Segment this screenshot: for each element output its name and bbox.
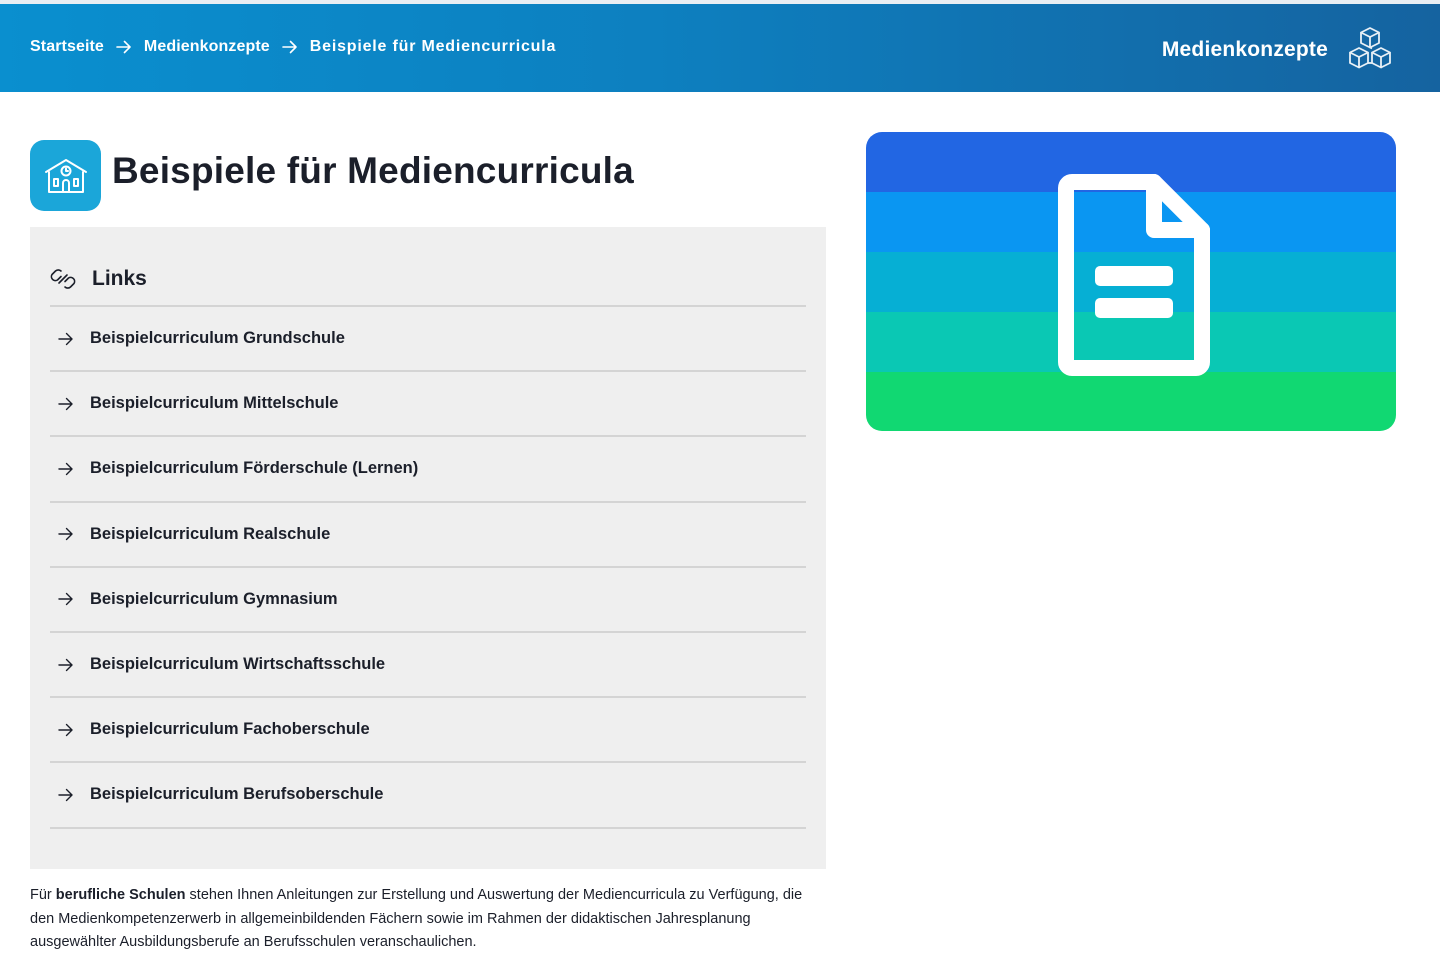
school-building-icon xyxy=(42,156,90,196)
link-label[interactable]: Beispielcurriculum Mittelschule xyxy=(90,394,339,413)
link-label[interactable]: Beispielcurriculum Förderschule (Lernen) xyxy=(90,459,419,478)
link-label[interactable]: Beispielcurriculum Berufsoberschule xyxy=(90,785,384,804)
arrow-right-icon xyxy=(116,40,132,54)
arrow-right-icon xyxy=(58,527,74,541)
breadcrumb-parent-link[interactable]: Medienkonzepte xyxy=(143,38,270,55)
link-item[interactable] xyxy=(50,568,806,633)
link-list xyxy=(50,307,806,829)
footnote-prefix: Für xyxy=(30,887,56,903)
link-label[interactable]: Beispielcurriculum Realschule xyxy=(90,524,331,543)
breadcrumb-home-link[interactable]: Startseite xyxy=(30,38,104,55)
link-label[interactable]: Beispielcurriculum Wirtschaftsschule xyxy=(90,655,386,674)
breadcrumb xyxy=(30,38,556,56)
link-label[interactable]: Beispielcurriculum Grundschule xyxy=(90,329,345,348)
site-header xyxy=(0,0,1440,92)
arrow-right-icon xyxy=(58,332,74,346)
arrow-right-icon xyxy=(58,788,74,802)
title-icon-tile xyxy=(30,140,101,211)
arrow-right-icon xyxy=(282,40,298,54)
hero-band xyxy=(866,372,1396,431)
link-item[interactable] xyxy=(50,437,806,502)
arrow-right-icon xyxy=(58,397,74,411)
link-item[interactable] xyxy=(50,763,806,828)
chain-link-icon xyxy=(50,269,76,289)
arrow-right-icon xyxy=(58,723,74,737)
document-icon xyxy=(1056,172,1212,378)
link-item[interactable] xyxy=(50,307,806,372)
cubes-icon xyxy=(1344,26,1396,74)
footnote-bold: berufliche Schulen xyxy=(55,887,186,903)
arrow-right-icon xyxy=(58,462,74,476)
arrow-right-icon xyxy=(58,658,74,672)
brand[interactable] xyxy=(1162,26,1396,74)
arrow-right-icon xyxy=(58,592,74,606)
breadcrumb-current: Beispiele für Mediencurricula xyxy=(309,38,557,55)
hero-image xyxy=(866,132,1396,431)
links-panel xyxy=(30,227,826,869)
link-label[interactable]: Beispielcurriculum Gymnasium xyxy=(90,589,338,608)
link-item[interactable] xyxy=(50,372,806,437)
links-panel-heading xyxy=(50,267,147,291)
footnote-paragraph xyxy=(30,884,830,955)
link-item[interactable] xyxy=(50,633,806,698)
links-heading-label: Links xyxy=(92,267,147,290)
link-label[interactable]: Beispielcurriculum Fachoberschule xyxy=(90,720,370,739)
link-item[interactable] xyxy=(50,503,806,568)
brand-label: Medienkonzepte xyxy=(1161,38,1328,61)
link-item[interactable] xyxy=(50,698,806,763)
page-title: Beispiele für Mediencurricula xyxy=(112,150,634,191)
footnote-text: stehen Ihnen Anleitungen zur Erstellung und Auswertung der Mediencurricula zu Verfügung, die den Medienkompetenzerwerb in allgemeinbildenden Fächern sowie im Rahmen der didaktischen Jahresplanung ausgewählter Ausbildungsberufe an Berufsschulen veranschaulichen. xyxy=(30,887,803,950)
